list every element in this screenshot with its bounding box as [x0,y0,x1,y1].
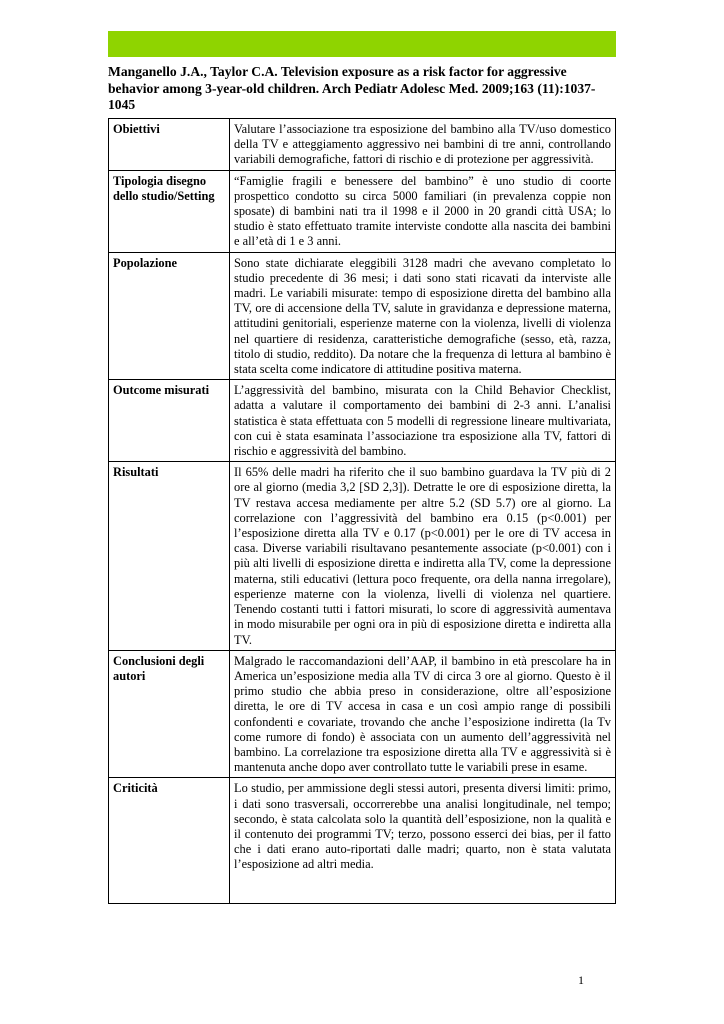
row-label-tipologia: Tipologia disegno dello studio/Setting [109,170,230,252]
header-green-bar [108,31,616,57]
row-text-criticita: Lo studio, per ammissione degli stessi autori, presenta diversi limiti: primo, i dati sono trasversali, occorrerebbe una analisi longitudinale, nel tempo; secondo, è stata calcolata solo la quantità dell’esposizione, non la qualità e il contenuto dei programmi TV; terzo, possono esserci dei bias, per il fatto che i dati erano auto-riportati dalle madri; quarto, non è stata valutata l’esposizione ad altri media. [230,778,616,904]
row-label-outcome: Outcome misurati [109,380,230,462]
row-text-tipologia: “Famiglie fragili e benessere del bambino” è uno studio di coorte prospettico condotto su circa 5000 familiari (in prevalenza coppie non sposate) di bambini nati tra il 1998 e il 2000 in 20 grandi città USA; lo studio è stato effettuato tramite interviste condotte alla nascita dei bambini e all’età di 1 e 3 anni. [230,170,616,252]
row-text-obiettivi: Valutare l’associazione tra esposizione del bambino alla TV/uso domestico della TV e atteggiamento aggressivo nei bambini di tre anni, controllando variabili demografiche, fattori di rischio e di protezione per aggressività. [230,119,616,171]
table-row [109,380,616,462]
row-text-popolazione: Sono state dichiarate eleggibili 3128 madri che avevano completato lo studio precedente di 36 mesi; i dati sono stati ricavati da interviste alle madri. Le variabili misurate: tempo di esposizione diretta del bambino alla TV, ore di accensione della TV, salute in gravidanza e depressione materna, attitudini genitoriali, esperienze materne con la violenza, livelli di violenza nel quartiere di residenza, caratteristiche demografiche (sesso, età, razza, titolo di studio, reddito). Da notare che la frequenza di lettura al bambino è stata scelta come indicatore di attitudine positiva materna. [230,252,616,380]
table-row [109,170,616,252]
row-label-popolazione: Popolazione [109,252,230,380]
table-row [109,462,616,650]
row-label-criticita: Criticità [109,778,230,904]
table-row [109,119,616,171]
row-label-risultati: Risultati [109,462,230,650]
table-row [109,650,616,778]
row-text-conclusioni: Malgrado le raccomandazioni dell’AAP, il bambino in età prescolare ha in America un’esposizione media alla TV di circa 3 ore al giorno. Questo è il primo studio che abbia preso in considerazione, oltre all’esposizione diretta, le ore di TV accesa in casa e un così ampio range di possibili confondenti e covariate, trovando che anche l’esposizione indiretta (la Tv come rumore di fondo) è associata con un aumento dell’aggressività nel bambino. La correlazione tra esposizione diretta alla TV e aggressività si è mantenuta anche dopo aver controllato tutte le variabili prese in esame. [230,650,616,778]
study-summary-table [108,118,616,904]
table-row [109,252,616,380]
document-title: Manganello J.A., Taylor C.A. Television exposure as a risk factor for aggressive behavior among 3-year-old children. Arch Pediatr Adolesc Med. 2009;163 (11):1037-1045 [108,64,596,113]
table-row [109,778,616,904]
row-label-obiettivi: Obiettivi [109,119,230,171]
row-label-conclusioni: Conclusioni degli autori [109,650,230,778]
row-text-risultati: Il 65% delle madri ha riferito che il suo bambino guardava la TV più di 2 ore al giorno (media 3,2 [SD 2,3]). Detratte le ore di esposizione diretta, la TV restava accesa mediamente per altre 5.2 (SD 5.7) ore al giorno. La correlazione con l’aggressività del bambino era 0.15 (p<0.001) per l’esposizione diretta alla TV e 0.17 (p<0.001) per le ore di TV accesa in casa. Diverse variabili risultavano pesantemente associate (p<0.001) con i più alti livelli di esposizione diretta e indiretta alla TV, come la depressione materna, stili educativi (lettura poco frequente, ora della nanna irregolare), esperienze materne con la violenza, livelli di violenza nel quartiere. Tenendo costanti tutti i fattori misurati, lo score di aggressività aumentava in modo misurabile per ogni ora in più di esposizione diretta e indiretta alla TV. [230,462,616,650]
page-number: 1 [578,973,584,987]
row-text-outcome: L’aggressività del bambino, misurata con la Child Behavior Checklist, adatta a valutare il comportamento dei bambini di 2-3 anni. L’analisi statistica è stata effettuata con 5 modelli di regressione lineare multivariata, con cui è stata esaminata l’associazione tra esposizione alla TV, fattori di rischio e aggressività del bambino. [230,380,616,462]
